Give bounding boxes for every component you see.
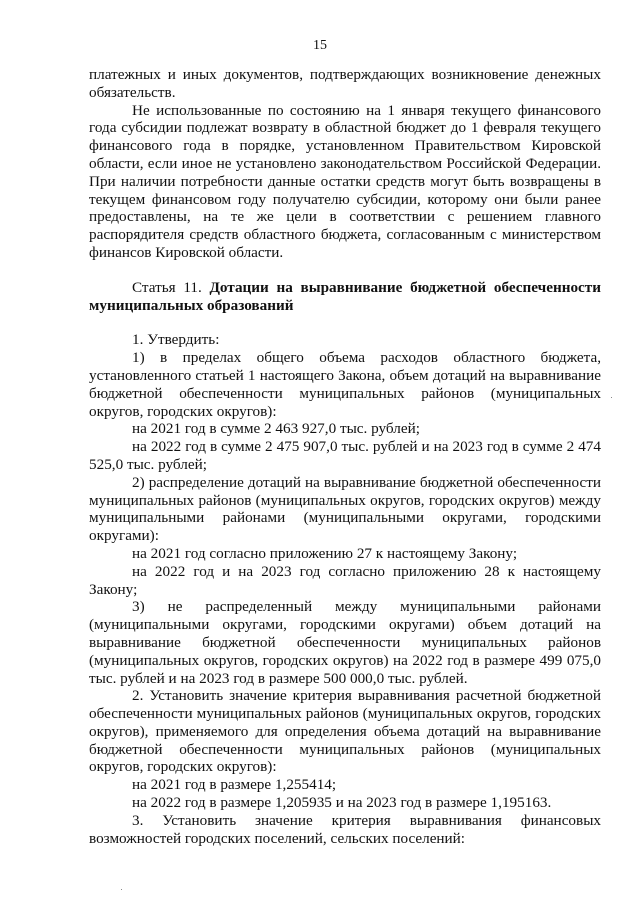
list-item: 2) распределение дотаций на выравнивание бюджетной обеспеченности муниципальных районов (муниципальных округов, городских округов) между муниципальными районами (муниципальными округами, городскими округами): <box>89 473 601 545</box>
list-item: на 2022 год и на 2023 год согласно приложению 28 к настоящему Закону; <box>89 562 601 598</box>
article-number: Статья 11. <box>132 278 202 296</box>
list-item: 2. Установить значение критерия выравнивания расчетной бюджетной обеспеченности муниципальных районов (муниципальных округов, городских округов), применяемого для определения объема дотаций на выравнивание бюджетной обеспеченности муниципальных районов (муниципальных округов, городских округов): <box>89 687 601 776</box>
list-item: на 2021 год в сумме 2 463 927,0 тыс. рублей; <box>132 420 420 438</box>
paragraph: платежных и иных документов, подтверждающих возникновение денежных обязательств. <box>89 66 601 101</box>
scan-speck <box>121 889 122 890</box>
list-item: на 2021 год согласно приложению 27 к настоящему Закону; <box>132 544 518 562</box>
scan-speck <box>611 397 612 398</box>
list-item: 3) не распределенный между муниципальными районами (муниципальными округами, городскими округами) объем дотаций на выравнивание бюджетной обеспеченности муниципальных районов (муниципальных округов, городских округов) на 2022 год в размере 499 075,0 тыс. рублей и на 2023 год в размере 500 000,0 тыс. рублей. <box>89 598 601 687</box>
paragraph: Не использованные по состоянию на 1 января текущего финансового года субсидии подлежат возврату в областной бюджет до 1 февраля текущего финансового года в порядке, установленном Правительством Кировской области, если иное не установлено законодательством Российской Федерации. При наличии потребности данные остатки средств могут быть возвращены в текущем финансовом году получателю субсидии, которому они были ранее предоставлены, на те же цели в соответствии с решением главного распорядителя средств областного бюджета, согласованным с министерством финансов Кировской области. <box>89 101 601 261</box>
list-item: на 2022 год в сумме 2 475 907,0 тыс. рублей и на 2023 год в сумме 2 474 525,0 тыс. рублей; <box>89 438 601 473</box>
article-heading <box>89 279 601 315</box>
list-item: 1) в пределах общего объема расходов областного бюджета, установленного статьей 1 настоящего Закона, объем дотаций на выравнивание бюджетной обеспеченности муниципальных районов (муниципальных округов, городских округов): <box>89 349 601 420</box>
list-item: на 2021 год в размере 1,255414; <box>132 776 337 794</box>
article-title: Дотации на выравнивание бюджетной обеспеченности муниципальных образований <box>89 278 602 314</box>
page-number: 15 <box>313 38 327 53</box>
list-item: 1. Утвердить: <box>132 331 220 349</box>
list-item: 3. Установить значение критерия выравнивания финансовых возможностей городских поселений, сельских поселений: <box>89 811 601 847</box>
document-body <box>89 66 601 847</box>
list-item: на 2022 год в размере 1,205935 и на 2023 год в размере 1,195163. <box>132 794 552 812</box>
